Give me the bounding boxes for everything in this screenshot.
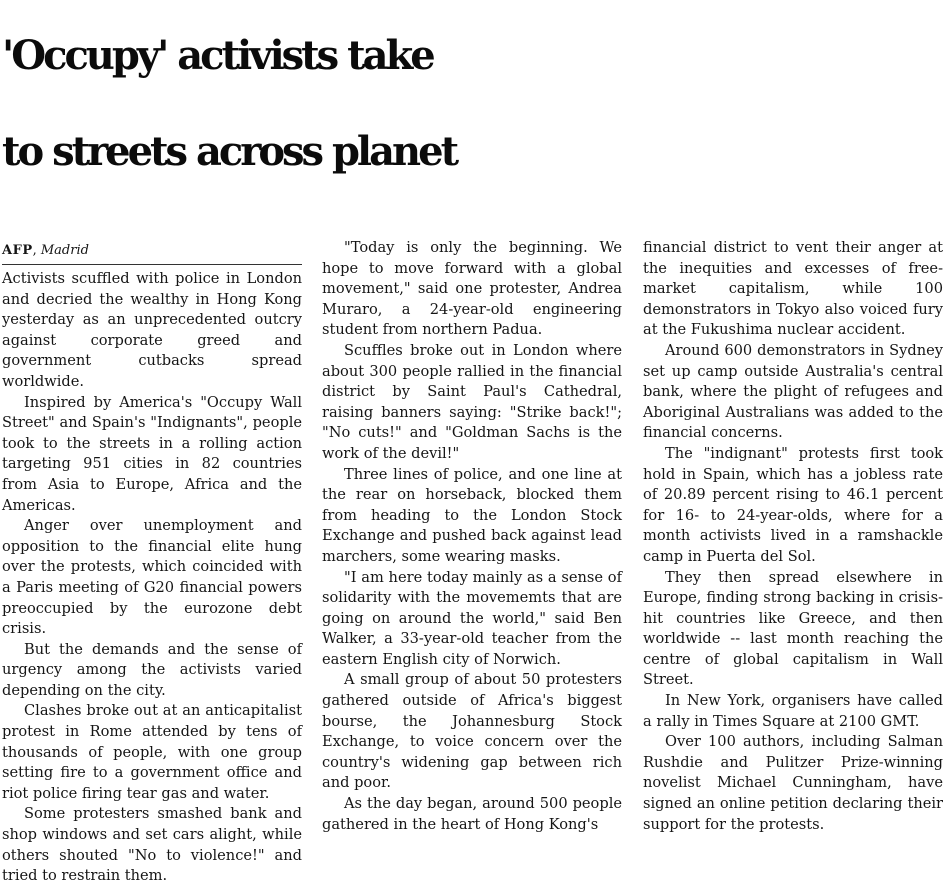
paragraph: A small group of about 50 protesters gathered outside of Africa's biggest bourse, the Johannesburg Stock Exchange, to voice concern over the country's widening gap between rich and poor.: [322, 671, 622, 792]
paragraph: The "indignant" protests first took hold in Spain, which has a jobless rate of 20.89 percent rising to 46.1 percent for 16- to 24-year-olds, where for a month activists lived in a ramshackle camp in Puerta del Sol.: [643, 444, 943, 565]
paragraph: But the demands and the sense of urgency among the activists varied depending on the city.: [2, 640, 302, 699]
paragraph: As the day began, around 500 people gathered in the heart of Hong Kong's: [322, 795, 622, 833]
article-column-1: [2, 238, 302, 885]
byline-agency: AFP: [2, 243, 33, 258]
paragraph: Over 100 authors, including Salman Rushdie and Pulitzer Prize-winning novelist Michael Cunningham, have signed an online petition declaring their support for the protests.: [643, 733, 943, 833]
paragraph: They then spread elsewhere in Europe, finding strong backing in crisis-hit countries like Greece, and then worldwide -- last month reaching the centre of global capitalism in Wall Street.: [643, 568, 943, 689]
paragraph: Scuffles broke out in London where about 300 people rallied in the financial district by Saint Paul's Cathedral, raising banners saying: "Strike back!"; "No cuts!" and "Goldman Sachs is the work of the devil!": [322, 341, 622, 462]
paragraph: "I am here today mainly as a sense of solidarity with the movememts that are going on around the world," said Ben Walker, a 33-year-old teacher from the eastern English city of Norwich.: [322, 568, 622, 668]
paragraph: Around 600 demonstrators in Sydney set up camp outside Australia's central bank, where the plight of refugees and Aboriginal Australians was added to the financial concerns.: [643, 341, 943, 442]
paragraph: financial district to vent their anger at the inequities and excesses of free-market capitalism, while 100 demonstrators in Tokyo also voiced fury at the Fukushima nuclear accident.: [643, 239, 943, 339]
article-column-2: [322, 238, 622, 834]
paragraph: "Today is only the beginning. We hope to move forward with a global movement," said one protester, Andrea Muraro, a 24-year-old engineering student from northern Padua.: [322, 239, 622, 339]
byline-city: Madrid: [40, 243, 89, 258]
paragraph: Some protesters smashed bank and shop windows and set cars alight, while others shouted "No to violence!" and tried to restrain them.: [2, 805, 302, 885]
paragraph: In New York, organisers have called a rally in Times Square at 2100 GMT.: [643, 692, 943, 730]
headline-line-1: 'Occupy' activists take: [2, 32, 433, 79]
paragraph: Anger over unemployment and opposition to the financial elite hung over the protests, which coincided with a Paris meeting of G20 financial powers preoccupied by the eurozone debt crisis.: [2, 517, 302, 638]
headline: [2, 8, 943, 200]
byline: AFP, Madrid: [2, 238, 302, 265]
article-column-3: [643, 238, 943, 834]
paragraph: Three lines of police, and one line at the rear on horseback, blocked them from heading to the London Stock Exchange and pushed back against lead marchers, some wearing masks.: [322, 465, 622, 565]
headline-line-2: to streets across planet: [2, 128, 457, 175]
paragraph: Clashes broke out at an anticapitalist protest in Rome attended by tens of thousands of people, with one group setting fire to a government office and riot police firing tear gas and water.: [2, 702, 302, 802]
paragraph: Activists scuffled with police in London and decried the wealthy in Hong Kong yesterday as an unprecedented outcry against corporate greed and government cutbacks spread worldwide.: [2, 270, 302, 390]
paragraph: Inspired by America's "Occupy Wall Street" and Spain's "Indignants", people took to the streets in a rolling action targeting 951 cities in 82 countries from Asia to Europe, Africa and the Americas.: [2, 393, 302, 514]
